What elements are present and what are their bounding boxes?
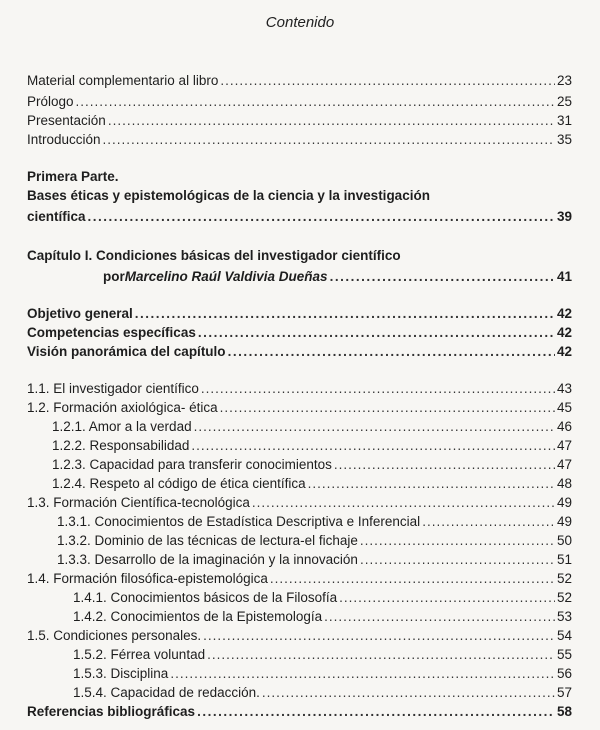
page-number: 49 <box>556 495 572 510</box>
toc-label: 1.4. Formación filosófica-epistemológica <box>27 571 268 586</box>
leader-dots <box>262 684 555 701</box>
page-number: 51 <box>556 552 572 567</box>
toc-label: científica <box>27 209 86 224</box>
page-number: 55 <box>556 647 572 662</box>
toc-label: 1.2. Formación axiológica- ética <box>27 400 218 415</box>
leader-dots <box>198 324 555 341</box>
part-heading: Primera Parte. <box>27 169 119 184</box>
leader-dots <box>170 665 555 682</box>
leader-dots <box>330 268 555 285</box>
page-number: 47 <box>556 457 572 472</box>
page-number: 25 <box>556 94 572 109</box>
page-number: 39 <box>556 209 572 224</box>
page-number: 42 <box>556 325 572 340</box>
page-number: 52 <box>556 571 572 586</box>
page-number: 48 <box>556 476 572 491</box>
toc-label: 1.4.2. Conocimientos de la Epistemología <box>73 609 323 624</box>
leader-dots <box>103 131 555 148</box>
leader-dots <box>360 532 555 549</box>
toc-label: 1.2.4. Respeto al código de ética científica <box>52 476 306 491</box>
toc-entry-1-5[interactable] <box>27 627 572 644</box>
toc-label: Visión panorámica del capítulo <box>27 344 226 359</box>
toc-entry-1-3-3[interactable] <box>57 551 572 568</box>
toc-entry-1-5-4[interactable] <box>73 684 572 701</box>
leader-dots <box>220 72 555 89</box>
toc-label: 1.3.3. Desarrollo de la imaginación y la innovación <box>57 552 358 567</box>
toc-label: Introducción <box>27 132 101 147</box>
toc-entry-presentacion[interactable] <box>27 112 572 129</box>
leader-dots <box>360 551 555 568</box>
toc-label: Objetivo general <box>27 306 133 321</box>
leader-dots <box>252 494 555 511</box>
toc-entry-1-4-1[interactable] <box>73 589 572 606</box>
leader-dots <box>220 399 555 416</box>
toc-entry-1-3-2[interactable] <box>57 532 572 549</box>
toc-entry-1-5-3[interactable] <box>73 665 572 682</box>
toc-label: 1.5.2. Férrea voluntad <box>73 647 206 662</box>
toc-entry-1-2-1[interactable] <box>52 418 572 435</box>
toc-entry-1-5-2[interactable] <box>73 646 572 663</box>
page-number: 23 <box>556 73 572 88</box>
toc-label: 1.5.4. Capacidad de redacción. <box>73 685 260 700</box>
toc-label: Presentación <box>27 113 106 128</box>
leader-dots <box>270 570 555 587</box>
toc-label: 1.2.2. Responsabilidad <box>52 438 190 453</box>
toc-label: 1.1. El investigador científico <box>27 381 199 396</box>
toc-entry-1-2[interactable] <box>27 399 572 416</box>
leader-dots <box>203 627 555 644</box>
toc-entry-objetivo-general[interactable] <box>27 305 572 322</box>
leader-dots <box>76 93 555 110</box>
page-number: 50 <box>556 533 572 548</box>
author-prefix: por <box>103 269 125 284</box>
toc-label: 1.5. Condiciones personales. <box>27 628 202 643</box>
leader-dots <box>228 343 555 360</box>
toc-label: 1.5.3. Disciplina <box>73 666 169 681</box>
leader-dots <box>194 418 555 435</box>
toc-entry-chapter1-author[interactable] <box>103 268 572 285</box>
toc-entry-prologo[interactable] <box>27 93 572 110</box>
leader-dots <box>339 589 555 606</box>
leader-dots <box>334 456 555 473</box>
toc-label: 1.4.1. Conocimientos básicos de la Filosofía <box>73 590 338 605</box>
toc-label: 1.2.3. Capacidad para transferir conocimientos <box>52 457 332 472</box>
page-number: 53 <box>556 609 572 624</box>
toc-label: 1.3.1. Conocimientos de Estadística Descriptiva e Inferencial <box>57 514 421 529</box>
toc-entry-1-1[interactable] <box>27 380 572 397</box>
toc-entry-1-4[interactable] <box>27 570 572 587</box>
toc-entry-vision-panoramica[interactable] <box>27 343 572 360</box>
leader-dots <box>207 646 555 663</box>
toc-entry-1-3-1[interactable] <box>57 513 572 530</box>
toc-label: Material complementario al libro <box>27 73 219 88</box>
leader-dots <box>135 305 555 322</box>
chapter-title: Capítulo I. Condiciones básicas del investigador científico <box>27 248 401 263</box>
leader-dots <box>191 437 555 454</box>
toc-label: Competencias específicas <box>27 325 196 340</box>
leader-dots <box>201 380 555 397</box>
toc-entry-competencias[interactable] <box>27 324 572 341</box>
toc-label: Prólogo <box>27 94 74 109</box>
leader-dots <box>197 703 555 720</box>
leader-dots <box>88 208 555 225</box>
leader-dots <box>324 608 555 625</box>
page-number: 56 <box>556 666 572 681</box>
page-number: 46 <box>556 419 572 434</box>
toc-entry-part1[interactable] <box>27 208 572 225</box>
toc-entry-1-3[interactable] <box>27 494 572 511</box>
page-number: 54 <box>556 628 572 643</box>
toc-label: Referencias bibliográficas <box>27 704 196 719</box>
leader-dots <box>108 112 555 129</box>
toc-entry-introduccion[interactable] <box>27 131 572 148</box>
toc-label: 1.2.1. Amor a la verdad <box>52 419 192 434</box>
page-number: 57 <box>556 685 572 700</box>
toc-entry-1-2-3[interactable] <box>52 456 572 473</box>
page-number: 42 <box>556 306 572 321</box>
toc-entry-1-4-2[interactable] <box>73 608 572 625</box>
page-number: 52 <box>556 590 572 605</box>
page-number: 47 <box>556 438 572 453</box>
page-number: 58 <box>556 704 572 719</box>
toc-entry-material-complementario[interactable] <box>27 72 572 89</box>
page-number: 31 <box>556 113 572 128</box>
leader-dots <box>422 513 555 530</box>
page-number: 45 <box>556 400 572 415</box>
page-number: 35 <box>556 132 572 147</box>
page-title: Contenido <box>265 14 335 31</box>
toc-entry-referencias[interactable] <box>27 703 572 720</box>
author-name: Marcelino Raúl Valdivia Dueñas <box>124 269 328 284</box>
toc-entry-1-2-4[interactable] <box>52 475 572 492</box>
page-number: 43 <box>556 381 572 396</box>
page-number: 41 <box>556 269 572 284</box>
part-subtitle: Bases éticas y epistemológicas de la ciencia y la investigación <box>27 188 430 203</box>
toc-label: 1.3. Formación Científica-tecnológica <box>27 495 250 510</box>
toc-label: 1.3.2. Dominio de las técnicas de lectura-el fichaje <box>57 533 358 548</box>
leader-dots <box>308 475 555 492</box>
page-number: 49 <box>556 514 572 529</box>
toc-entry-1-2-2[interactable] <box>52 437 572 454</box>
page-number: 42 <box>556 344 572 359</box>
